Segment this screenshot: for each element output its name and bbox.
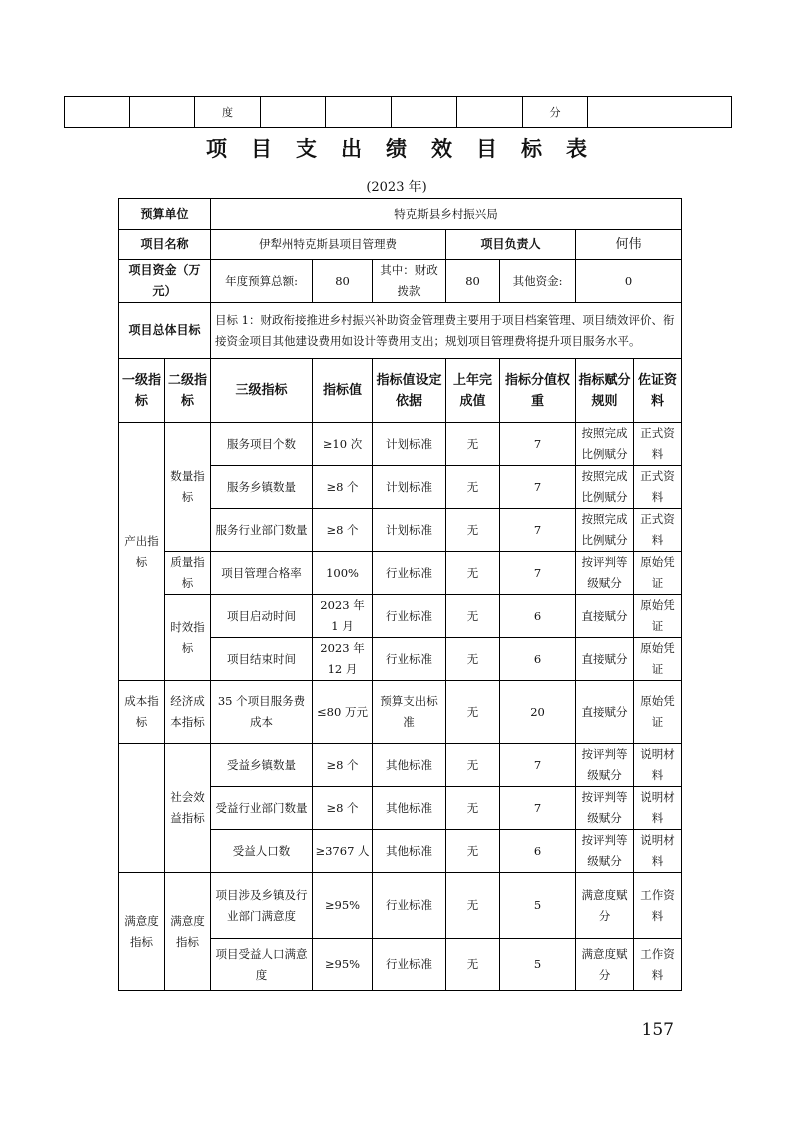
level1-output: 产出指标: [119, 423, 165, 681]
indicator-evidence: 原始凭证: [634, 638, 682, 681]
indicator-weight: 6: [500, 638, 576, 681]
indicator-weight: 7: [500, 466, 576, 509]
project-leader-value: 何伟: [576, 230, 682, 260]
indicator-basis: 行业标准: [373, 638, 446, 681]
indicator-name: 受益人口数: [211, 830, 313, 873]
other-fund-label: 其他资金:: [500, 260, 576, 303]
indicator-rule: 满意度赋分: [576, 939, 634, 991]
col-header-weight: 指标分值权重: [500, 359, 576, 423]
annual-budget-value: 80: [313, 260, 373, 303]
indicator-value: ≥3767 人: [313, 830, 373, 873]
indicator-prev: 无: [446, 744, 500, 787]
indicator-weight: 7: [500, 552, 576, 595]
indicator-basis: 计划标准: [373, 466, 446, 509]
table-row: [119, 873, 682, 939]
indicator-rule: 按评判等级赋分: [576, 787, 634, 830]
performance-target-table: [118, 198, 682, 991]
project-fund-label: 项目资金（万元）: [119, 260, 211, 303]
budget-unit-value: 特克斯县乡村振兴局: [211, 199, 682, 230]
page-number: 157: [641, 1020, 674, 1040]
indicator-basis: 预算支出标准: [373, 681, 446, 744]
fragment-cell: [326, 97, 392, 128]
indicator-prev: 无: [446, 423, 500, 466]
indicator-value: ≥8 个: [313, 787, 373, 830]
level2-economic-cost: 经济成本指标: [165, 681, 211, 744]
fiscal-allocation-label: 其中：财政拨款: [373, 260, 446, 303]
indicator-name: 受益行业部门数量: [211, 787, 313, 830]
indicator-name: 项目结束时间: [211, 638, 313, 681]
indicator-rule: 直接赋分: [576, 638, 634, 681]
indicator-prev: 无: [446, 681, 500, 744]
indicator-value: ≤80 万元: [313, 681, 373, 744]
col-header-level1: 一级指标: [119, 359, 165, 423]
indicator-basis: 行业标准: [373, 552, 446, 595]
column-header-row: [119, 359, 682, 423]
budget-unit-row: [119, 199, 682, 230]
level1-cost: 成本指标: [119, 681, 165, 744]
fragment-cell: 分: [523, 97, 588, 128]
indicator-evidence: 原始凭证: [634, 552, 682, 595]
fragment-cell: [457, 97, 523, 128]
project-name-label: 项目名称: [119, 230, 211, 260]
project-leader-label: 项目负责人: [446, 230, 576, 260]
overall-goal-row: [119, 303, 682, 359]
indicator-weight: 7: [500, 509, 576, 552]
indicator-name: 项目涉及乡镇及行业部门满意度: [211, 873, 313, 939]
fiscal-allocation-value: 80: [446, 260, 500, 303]
indicator-prev: 无: [446, 509, 500, 552]
budget-unit-label: 预算单位: [119, 199, 211, 230]
indicator-rule: 按照完成比例赋分: [576, 509, 634, 552]
indicator-value: ≥95%: [313, 873, 373, 939]
level2-quality: 质量指标: [165, 552, 211, 595]
annual-budget-label: 年度预算总额:: [211, 260, 313, 303]
indicator-weight: 5: [500, 873, 576, 939]
level2-quantity: 数量指标: [165, 423, 211, 552]
indicator-evidence: 工作资料: [634, 939, 682, 991]
level1-benefit-blank: [119, 744, 165, 873]
indicator-prev: 无: [446, 787, 500, 830]
col-header-evidence: 佐证资料: [634, 359, 682, 423]
indicator-evidence: 说明材料: [634, 787, 682, 830]
indicator-basis: 其他标准: [373, 744, 446, 787]
previous-table-fragment: [64, 96, 732, 128]
indicator-name: 服务项目个数: [211, 423, 313, 466]
document-year: (2023 年): [366, 180, 427, 195]
indicator-value: ≥95%: [313, 939, 373, 991]
indicator-weight: 7: [500, 744, 576, 787]
level1-satisfaction: 满意度指标: [119, 873, 165, 991]
overall-goal-label: 项目总体目标: [119, 303, 211, 359]
indicator-weight: 7: [500, 787, 576, 830]
indicator-evidence: 说明材料: [634, 744, 682, 787]
indicator-basis: 计划标准: [373, 423, 446, 466]
indicator-basis: 行业标准: [373, 939, 446, 991]
indicator-name: 受益乡镇数量: [211, 744, 313, 787]
indicator-weight: 5: [500, 939, 576, 991]
indicator-name: 项目管理合格率: [211, 552, 313, 595]
col-header-basis: 指标值设定依据: [373, 359, 446, 423]
fragment-cell: [130, 97, 195, 128]
indicator-weight: 6: [500, 595, 576, 638]
level2-timeliness: 时效指标: [165, 595, 211, 681]
indicator-rule: 按照完成比例赋分: [576, 466, 634, 509]
document-title: 项目支出绩效目标表: [206, 137, 611, 161]
indicator-name: 项目受益人口满意度: [211, 939, 313, 991]
indicator-evidence: 工作资料: [634, 873, 682, 939]
col-header-prev: 上年完成值: [446, 359, 500, 423]
indicator-name: 项目启动时间: [211, 595, 313, 638]
indicator-basis: 行业标准: [373, 595, 446, 638]
fragment-cell: 度: [195, 97, 261, 128]
col-header-rule: 指标赋分规则: [576, 359, 634, 423]
indicator-prev: 无: [446, 830, 500, 873]
indicator-rule: 按评判等级赋分: [576, 552, 634, 595]
indicator-value: 100%: [313, 552, 373, 595]
other-fund-value: 0: [576, 260, 682, 303]
overall-goal-text: 目标 1：财政衔接推进乡村振兴补助资金管理费主要用于项目档案管理、项目绩效评价、衔接资金项目其他建设费用如设计等费用支出；规划项目管理费将提升项目服务水平。: [211, 303, 682, 359]
indicator-prev: 无: [446, 939, 500, 991]
indicator-prev: 无: [446, 466, 500, 509]
indicator-value: ≥10 次: [313, 423, 373, 466]
indicator-basis: 其他标准: [373, 787, 446, 830]
indicator-rule: 满意度赋分: [576, 873, 634, 939]
indicator-value: ≥8 个: [313, 744, 373, 787]
indicator-rule: 直接赋分: [576, 681, 634, 744]
fragment-cell: [65, 97, 130, 128]
indicator-value: ≥8 个: [313, 509, 373, 552]
indicator-rule: 按评判等级赋分: [576, 830, 634, 873]
col-header-value: 指标值: [313, 359, 373, 423]
project-name-row: [119, 230, 682, 260]
indicator-evidence: 说明材料: [634, 830, 682, 873]
project-fund-row: [119, 260, 682, 303]
project-name-value: 伊犁州特克斯县项目管理费: [211, 230, 446, 260]
level2-satisfaction: 满意度指标: [165, 873, 211, 991]
indicator-evidence: 原始凭证: [634, 681, 682, 744]
table-row: [119, 423, 682, 466]
fragment-cell: [261, 97, 326, 128]
indicator-name: 服务行业部门数量: [211, 509, 313, 552]
indicator-rule: 直接赋分: [576, 595, 634, 638]
indicator-basis: 行业标准: [373, 873, 446, 939]
indicator-evidence: 原始凭证: [634, 595, 682, 638]
fragment-cell: [392, 97, 457, 128]
table-row: [119, 681, 682, 744]
indicator-value: 2023 年 12 月: [313, 638, 373, 681]
indicator-evidence: 正式资料: [634, 509, 682, 552]
indicator-value: ≥8 个: [313, 466, 373, 509]
indicator-weight: 6: [500, 830, 576, 873]
indicator-weight: 20: [500, 681, 576, 744]
indicator-prev: 无: [446, 595, 500, 638]
indicator-evidence: 正式资料: [634, 423, 682, 466]
table-row: [119, 595, 682, 638]
indicator-rule: 按照完成比例赋分: [576, 423, 634, 466]
fragment-row: [65, 97, 732, 128]
indicator-value: 2023 年 1 月: [313, 595, 373, 638]
indicator-name: 服务乡镇数量: [211, 466, 313, 509]
indicator-name: 35 个项目服务费成本: [211, 681, 313, 744]
indicator-prev: 无: [446, 638, 500, 681]
indicator-evidence: 正式资料: [634, 466, 682, 509]
indicator-prev: 无: [446, 552, 500, 595]
indicator-basis: 其他标准: [373, 830, 446, 873]
col-header-level2: 二级指标: [165, 359, 211, 423]
indicator-basis: 计划标准: [373, 509, 446, 552]
indicator-weight: 7: [500, 423, 576, 466]
level2-social-benefit: 社会效益指标: [165, 744, 211, 873]
col-header-level3: 三级指标: [211, 359, 313, 423]
indicator-rule: 按评判等级赋分: [576, 744, 634, 787]
indicator-prev: 无: [446, 873, 500, 939]
table-row: [119, 744, 682, 787]
fragment-cell: [588, 97, 732, 128]
table-row: [119, 552, 682, 595]
